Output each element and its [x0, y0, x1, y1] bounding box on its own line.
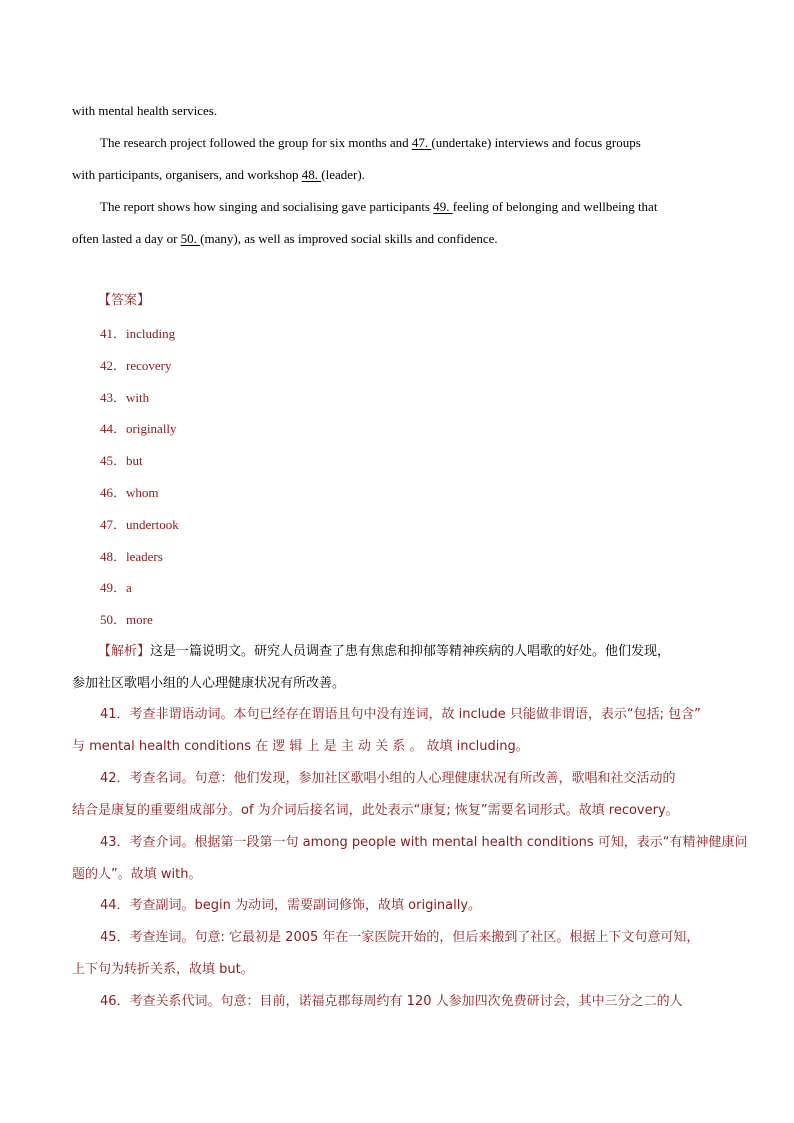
blank-49: 49. — [433, 199, 453, 214]
analysis-heading: 【解析】 — [98, 644, 151, 659]
analysis-q45-line-1: 45．考查连词。句意: 它最初是 2005 年在一家医院开始的，但后来搬到了社区。根据上下文句意可知， — [100, 930, 700, 945]
passage-text: often lasted a day or — [72, 231, 181, 246]
analysis-q43-line-2: 题的人”。故填 with。 — [72, 867, 202, 882]
passage-text: (undertake) interviews and focus groups — [431, 135, 641, 150]
passage-text: (many), as well as improved social skills and confidence. — [200, 231, 498, 246]
analysis-q43-line-1: 43．考查介词。根据第一段第一句 among people with mental health conditions 可知，表示“有精神健康问 — [100, 835, 748, 850]
passage-line-1 — [72, 102, 217, 120]
answer-item: 47．undertook — [100, 517, 179, 532]
passage-text: with participants, organisers, and workshop — [72, 167, 302, 182]
analysis-q45-line-2: 上下句为转折关系，故填 but。 — [72, 962, 254, 977]
passage-text: (leader). — [321, 167, 365, 182]
answer-item: 41．including — [100, 326, 176, 341]
answer-item: 50．more — [100, 612, 153, 627]
passage-line-2 — [100, 134, 641, 152]
passage-line-5 — [72, 230, 498, 248]
blank-50: 50. — [180, 231, 201, 246]
passage-text: The report shows how singing and socialising gave participants — [100, 199, 434, 214]
analysis-q42-line-1: 42．考查名词。句意：他们发现，参加社区歌唱小组的人心理健康状况有所改善，歌唱和社交活动的 — [100, 771, 676, 786]
passage-text: The research project followed the group for six months and — [100, 135, 412, 150]
passage-line-3 — [72, 166, 365, 184]
analysis-q41-line-1: 41．考查非谓语动词。本句已经存在谓语且句中没有连词，故 include 只能做非谓语，表示“包括; 包含” — [100, 707, 701, 722]
answer-item: 45．but — [100, 453, 143, 468]
answer-item: 43．with — [100, 390, 150, 405]
answers-heading: 【答案】 — [98, 293, 151, 308]
passage-line-4 — [100, 198, 657, 216]
analysis-intro-line-1 — [98, 643, 670, 661]
answer-item: 48．leaders — [100, 549, 163, 564]
answer-item: 42．recovery — [100, 358, 172, 373]
blank-47: 47. — [411, 135, 432, 150]
answer-item: 44．originally — [100, 421, 177, 436]
answer-item: 49．a — [100, 580, 132, 595]
analysis-text: 这是一篇说明文。研究人员调查了患有焦虑和抑郁等精神疾病的人唱歌的好处。他们发现， — [150, 644, 671, 659]
analysis-intro-line-2: 参加社区歌唱小组的人心理健康状况有所改善。 — [72, 676, 346, 691]
analysis-q41-line-2: 与 mental health conditions 在 逻 辑 上 是 主 动 关 系 。 故填 including。 — [72, 739, 529, 754]
analysis-q46-line-1: 46．考查关系代词。句意：目前，诺福克郡每周约有 120 人参加四次免费研讨会，其中三分之二的人 — [100, 994, 683, 1009]
passage-text: feeling of belonging and wellbeing that — [452, 199, 658, 214]
analysis-q44-line-1: 44．考查副词。begin 为动词，需要副词修饰，故填 originally。 — [100, 898, 482, 913]
analysis-q42-line-2: 结合是康复的重要组成部分。of 为介词后接名词，此处表示“康复; 恢复”需要名词形式。故填 recovery。 — [72, 803, 679, 818]
passage-text: with mental health services. — [72, 103, 218, 118]
answer-item: 46．whom — [100, 485, 159, 500]
blank-48: 48. — [301, 167, 322, 182]
